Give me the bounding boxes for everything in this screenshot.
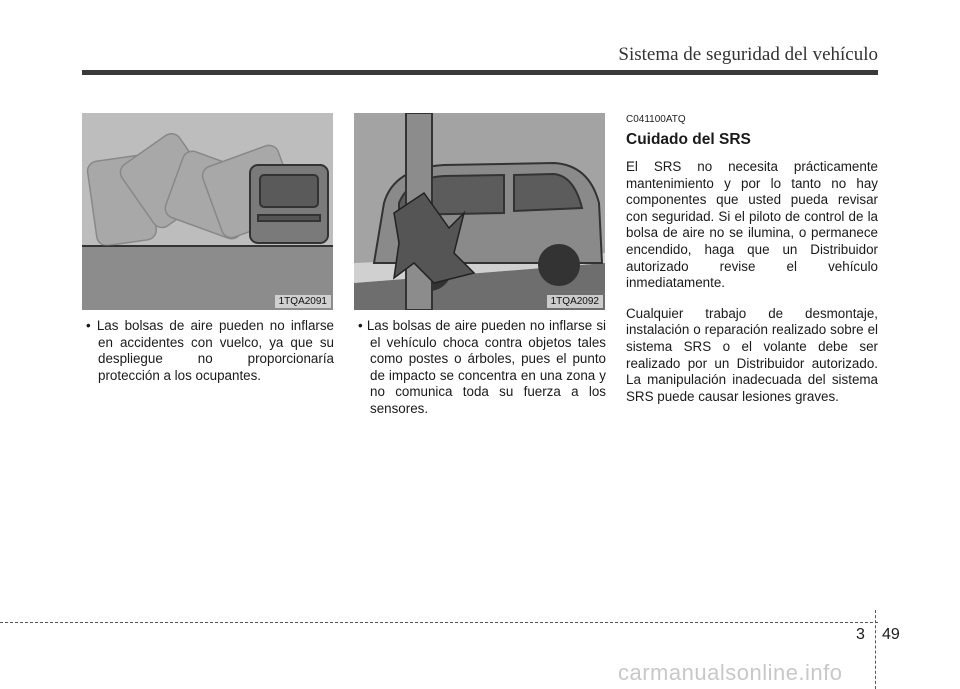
figure-code: 1TQA2092 bbox=[547, 295, 603, 308]
section-paragraph: El SRS no necesita prácticamente mantenimiento y por lo tanto no hay componentes que usted pueda revisar con seguridad. Si el piloto de control de la bolsa de aire no se ilumina, o permanece encendido, haga que un Distribuidor autorizado revise el vehículo inmediatamente. bbox=[626, 159, 878, 291]
section-paragraph: Cualquier trabajo de desmontaje, instalación o reparación realizado sobre el sistema SRS o el volante debe ser realizado por un Distribuidor autorizado. La manipulación inadecuada del sistema SRS puede causar lesiones graves. bbox=[626, 305, 878, 404]
footer-divider bbox=[875, 610, 876, 689]
section-heading: Cuidado del SRS bbox=[626, 131, 751, 148]
section-code: C041100ATQ bbox=[626, 114, 686, 125]
header-rule bbox=[82, 70, 878, 75]
chapter-number: 3 bbox=[856, 626, 865, 643]
watermark: carmanualsonline.info bbox=[618, 660, 843, 685]
figure-pole-impact bbox=[354, 113, 605, 310]
figure-rollover bbox=[82, 113, 333, 310]
figure-code: 1TQA2091 bbox=[275, 295, 331, 308]
page-number: 49 bbox=[882, 626, 900, 643]
bullet-pole-impact: • Las bolsas de aire pueden no inflarse si el vehículo choca contra objetos tales como postes o árboles, pues el punto de impacto se concentra en una zona y no comunica toda su fuerza a los sensores. bbox=[358, 318, 606, 416]
footer-rule bbox=[0, 622, 878, 623]
bullet-rollover: • Las bolsas de aire pueden no inflarse en accidentes con vuelco, ya que su despliegue no proporcionaría protección a los ocupantes. bbox=[86, 318, 334, 383]
rollover-vehicle-icon bbox=[82, 113, 333, 310]
pole-impact-vehicle-icon bbox=[354, 113, 605, 310]
srs-care-section bbox=[626, 114, 878, 419]
page-header-title: Sistema de seguridad del vehículo bbox=[618, 44, 878, 65]
